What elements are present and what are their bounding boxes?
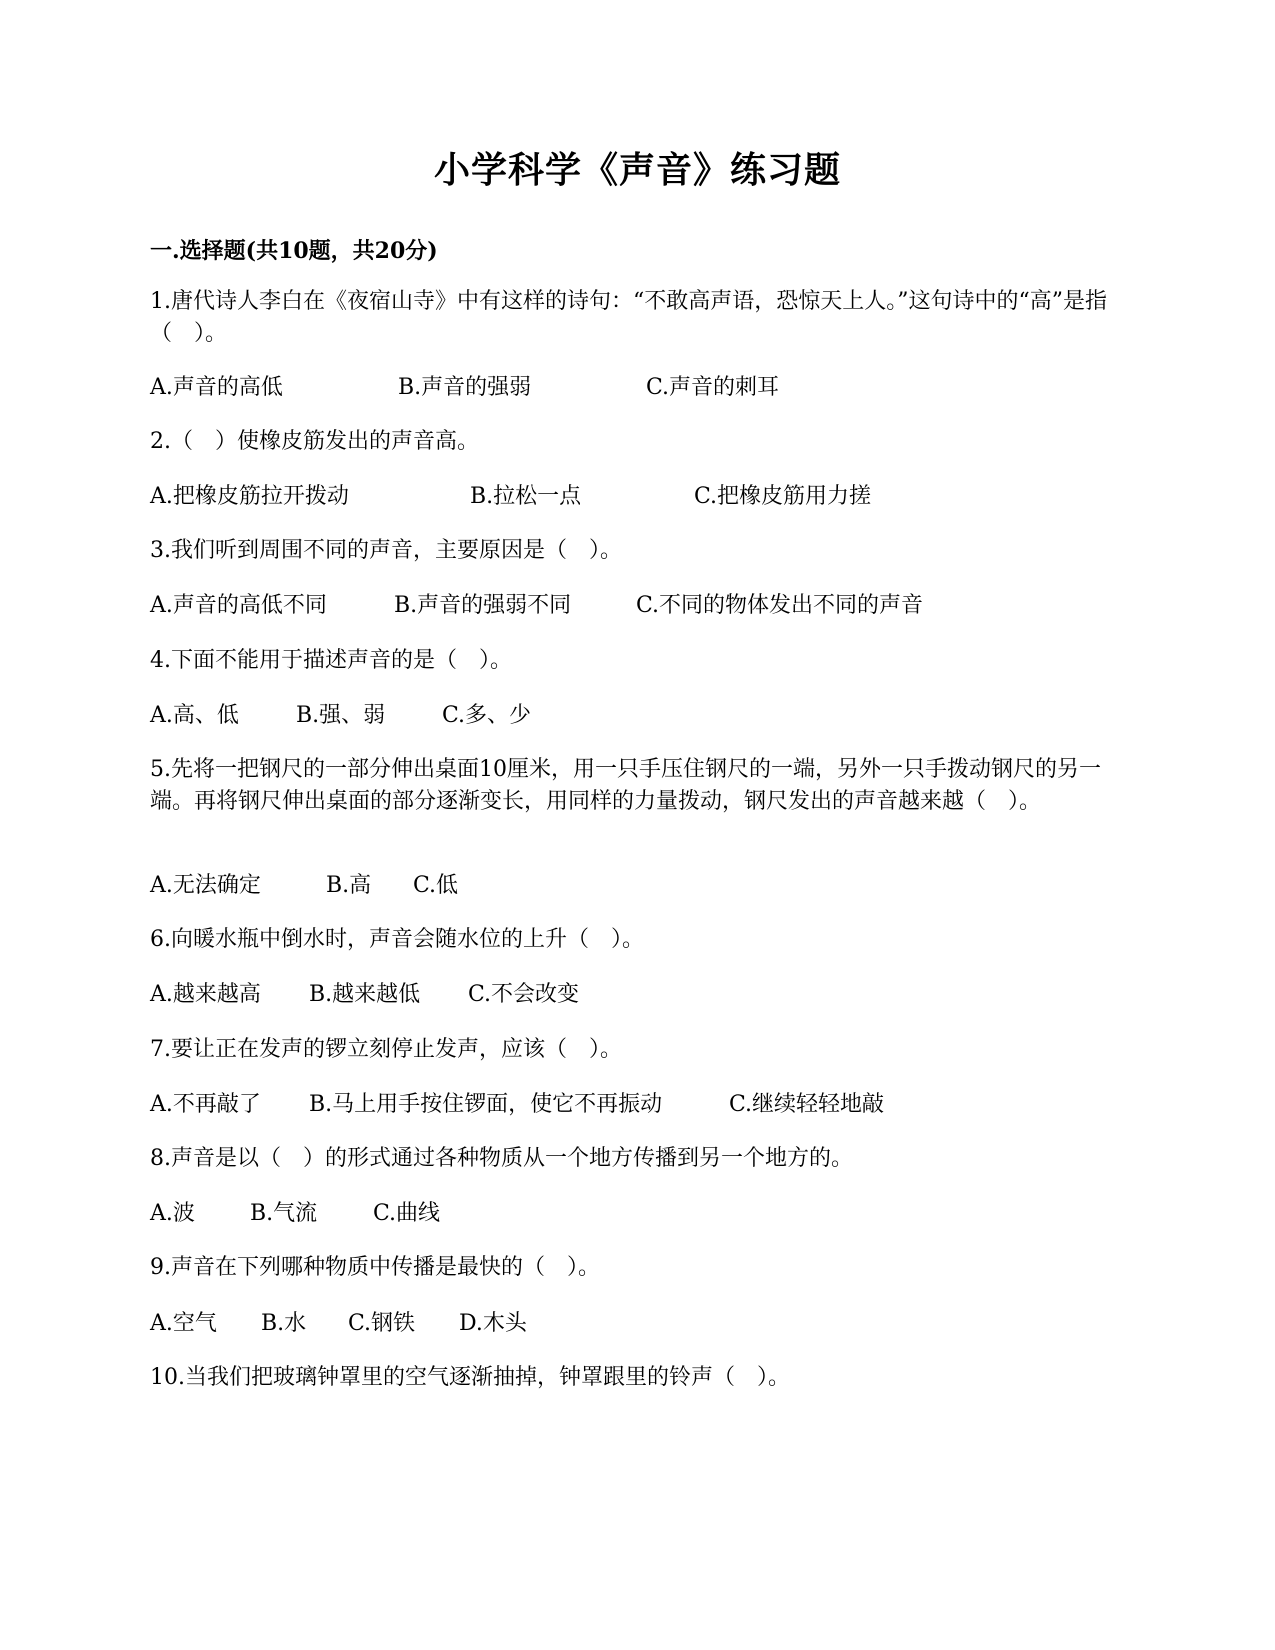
options-9	[150, 1308, 527, 1340]
option-6c: C.不会改变	[468, 982, 580, 1007]
question-10: 10.当我们把玻璃钟罩里的空气逐渐抽掉，钟罩跟里的铃声（ ）。	[150, 1365, 790, 1390]
option-3b: B.声音的强弱不同	[394, 593, 572, 618]
option-5a: A.无法确定	[150, 873, 261, 898]
options-7	[150, 1089, 884, 1121]
options-3	[150, 590, 923, 622]
option-4a: A.高、低	[150, 703, 239, 728]
question-8: 8.声音是以（ ）的形式通过各种物质从一个地方传播到另一个地方的。	[150, 1146, 853, 1171]
option-2c: C.把橡皮筋用力搓	[694, 484, 872, 509]
options-1	[150, 372, 779, 404]
page-title: 小学科学《声音》练习题	[433, 149, 841, 191]
question-1: 1.唐代诗人李白在《夜宿山寺》中有这样的诗句：“不敢高声语，恐惊天上人。”这句诗中的“高”是指（ ）。	[150, 289, 1107, 346]
option-7b: B.马上用手按住锣面，使它不再振动	[309, 1092, 663, 1117]
option-7a: A.不再敲了	[150, 1092, 261, 1117]
option-4c: C.多、少	[442, 703, 532, 728]
question-5: 5.先将一把钢尺的一部分伸出桌面10厘米，用一只手压住钢尺的一端，另外一只手拨动钢尺的另一端。再将钢尺伸出桌面的部分逐渐变长，用同样的力量拨动，钢尺发出的声音越来越（ ）。	[150, 757, 1101, 814]
options-4	[150, 700, 531, 732]
question-2: 2.（ ）使橡皮筋发出的声音高。	[150, 429, 479, 454]
question-3: 3.我们听到周围不同的声音，主要原因是（ ）。	[150, 538, 622, 563]
option-8c: C.曲线	[373, 1201, 441, 1226]
option-1a: A.声音的高低	[150, 375, 283, 400]
option-2a: A.把橡皮筋拉开拨动	[150, 484, 349, 509]
option-1c: C.声音的刺耳	[646, 375, 780, 400]
options-5	[150, 870, 458, 902]
options-2	[150, 481, 871, 513]
option-9b: B.水	[261, 1311, 307, 1336]
option-2b: B.拉松一点	[470, 484, 582, 509]
option-4b: B.强、弱	[296, 703, 386, 728]
section-heading: 一.选择题(共10题，共20分)	[150, 238, 438, 264]
option-9d: D.木头	[459, 1311, 527, 1336]
option-7c: C.继续轻轻地敲	[729, 1092, 885, 1117]
question-7: 7.要让正在发声的锣立刻停止发声，应该（ ）。	[150, 1037, 622, 1062]
option-9c: C.钢铁	[348, 1311, 416, 1336]
question-9: 9.声音在下列哪种物质中传播是最快的（ ）。	[150, 1255, 600, 1280]
option-8b: B.气流	[250, 1201, 318, 1226]
option-5b: B.高	[326, 873, 372, 898]
option-8a: A.波	[150, 1201, 195, 1226]
question-6: 6.向暖水瓶中倒水时，声音会随水位的上升（ ）。	[150, 927, 644, 952]
option-3a: A.声音的高低不同	[150, 593, 327, 618]
options-8	[150, 1198, 440, 1230]
question-4: 4.下面不能用于描述声音的是（ ）。	[150, 648, 512, 673]
option-6b: B.越来越低	[309, 982, 421, 1007]
option-1b: B.声音的强弱	[398, 375, 532, 400]
option-9a: A.空气	[150, 1311, 217, 1336]
option-6a: A.越来越高	[150, 982, 261, 1007]
option-5c: C.低	[413, 873, 459, 898]
options-6	[150, 979, 579, 1011]
option-3c: C.不同的物体发出不同的声音	[636, 593, 924, 618]
